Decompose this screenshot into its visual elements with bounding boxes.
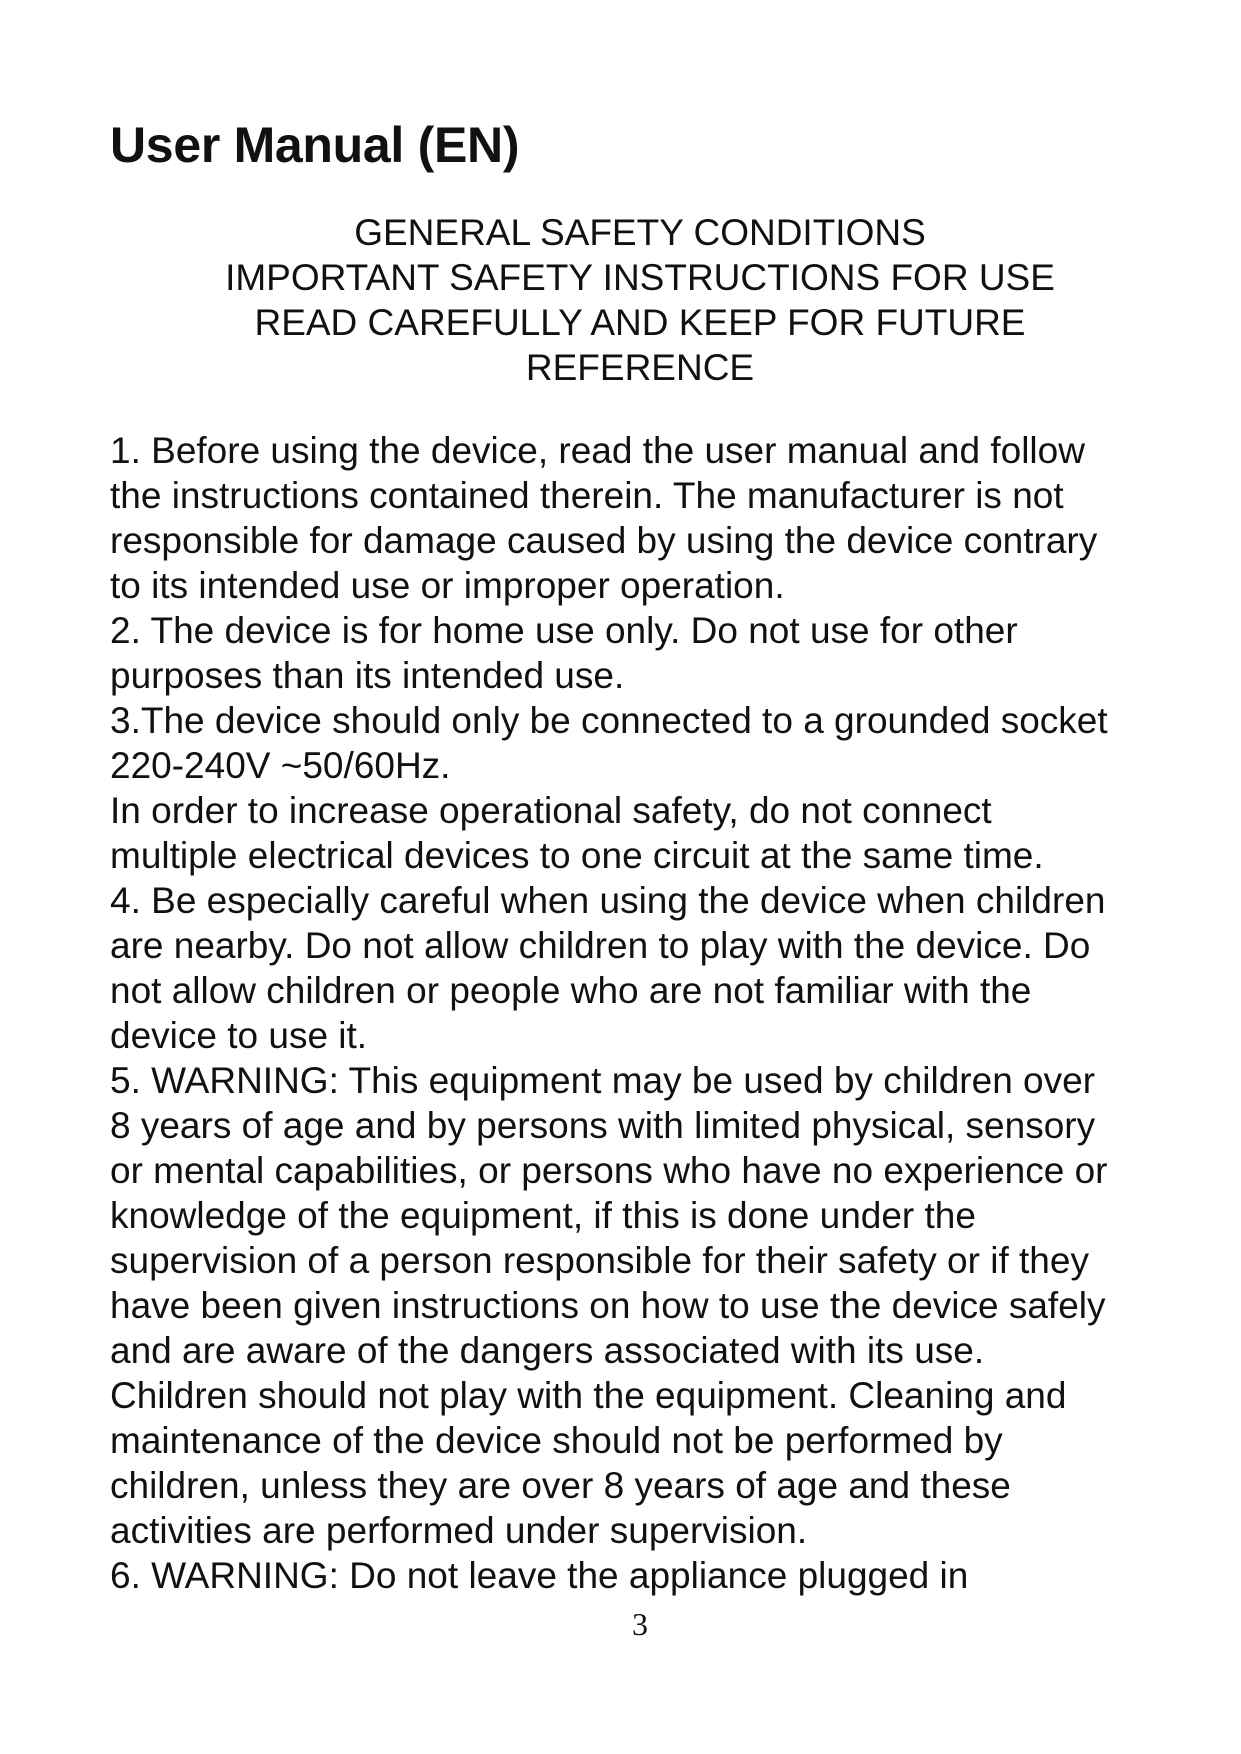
safety-heading-line: REFERENCE — [525, 347, 755, 388]
text-line: activities are performed under supervision. — [110, 1510, 808, 1551]
text-line: 220-240V ~50/60Hz. — [110, 745, 451, 786]
safety-heading-line: IMPORTANT SAFETY INSTRUCTIONS FOR USE — [225, 257, 1055, 298]
safety-heading-line: GENERAL SAFETY CONDITIONS — [354, 212, 926, 253]
text-line: maintenance of the device should not be performed by — [110, 1420, 1003, 1461]
text-line: or mental capabilities, or persons who have no experience or — [110, 1150, 1108, 1191]
text-line: and are aware of the dangers associated with its use. — [110, 1330, 985, 1371]
text-line: Children should not play with the equipment. Cleaning and — [110, 1375, 1067, 1416]
text-line: children, unless they are over 8 years of age and these — [110, 1465, 1011, 1506]
text-line: the instructions contained therein. The manufacturer is not — [110, 475, 1064, 516]
text-line: to its intended use or improper operation. — [110, 565, 785, 606]
text-line: knowledge of the equipment, if this is done under the — [110, 1195, 976, 1236]
text-line: supervision of a person responsible for their safety or if they — [110, 1240, 1089, 1281]
text-line: multiple electrical devices to one circuit at the same time. — [110, 835, 1044, 876]
safety-heading — [110, 210, 1170, 390]
text-line: 4. Be especially careful when using the device when children — [110, 880, 1106, 921]
text-line: 6. WARNING: Do not leave the appliance plugged in — [110, 1555, 969, 1596]
text-line: not allow children or people who are not familiar with the — [110, 970, 1032, 1011]
text-line: have been given instructions on how to use the device safely — [110, 1285, 1106, 1326]
text-line: 5. WARNING: This equipment may be used by children over — [110, 1060, 1096, 1101]
text-line: 1. Before using the device, read the user manual and follow — [110, 430, 1085, 471]
text-line: 2. The device is for home use only. Do not use for other — [110, 610, 1018, 651]
text-line: 8 years of age and by persons with limited physical, sensory — [110, 1105, 1096, 1146]
page-number: 3 — [632, 1606, 648, 1642]
text-line: 3.The device should only be connected to a grounded socket — [110, 700, 1108, 741]
safety-heading-line: READ CAREFULLY AND KEEP FOR FUTURE — [254, 302, 1026, 343]
text-line: responsible for damage caused by using the device contrary — [110, 520, 1098, 561]
safety-instructions-text — [110, 428, 1190, 1598]
text-line: are nearby. Do not allow children to play with the device. Do — [110, 925, 1091, 966]
text-line: In order to increase operational safety, do not connect — [110, 790, 992, 831]
text-line: purposes than its intended use. — [110, 655, 625, 696]
text-line: device to use it. — [110, 1015, 368, 1056]
page-title: User Manual (EN) — [110, 117, 520, 173]
